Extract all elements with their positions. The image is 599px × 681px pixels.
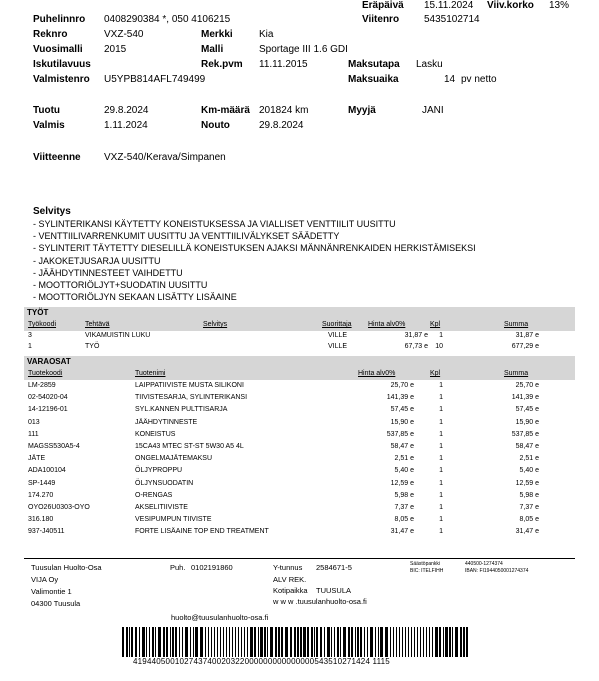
- varaosat-cell-kpl: 1: [439, 430, 443, 438]
- tuotu-value: 29.8.2024: [104, 105, 149, 116]
- barcode-bar: [426, 627, 427, 657]
- barcode-bar: [285, 627, 288, 657]
- barcode-bar: [331, 627, 332, 657]
- varaosat-cell-summa: 2,51 e: [519, 455, 539, 463]
- barcode-bar: [214, 627, 215, 657]
- barcode-bar: [170, 627, 171, 657]
- barcode-bar: [223, 627, 224, 657]
- tyot-cell-suorittaja: VILLE: [328, 332, 348, 339]
- barcode-bar: [420, 627, 421, 657]
- varaosat-cell-tuotenimi: ONGELMAJÄTEMAKSU: [135, 455, 213, 463]
- varaosat-col-kpl: Kpl: [430, 370, 441, 377]
- valmis-value: 1.11.2024: [104, 120, 148, 131]
- vuosimalli-value: 2015: [104, 44, 127, 55]
- ytunnus-label: Y-tunnus: [273, 563, 303, 572]
- selvitys-line: - JÄÄHDYTINNESTEET VAIHDETTU: [33, 267, 183, 278]
- company-line2: VIJA Oy: [31, 575, 59, 584]
- varaosat-cell-hinta: 31,47 e: [390, 528, 414, 536]
- tyot-cell-tyokoodi: 1: [28, 343, 32, 350]
- barcode-bar: [126, 627, 128, 657]
- valmis-label: Valmis: [33, 120, 65, 131]
- tyot-cell-summa: 31,87 e: [515, 332, 539, 339]
- varaosat-cell-tuotenimi: 15CA43 MTEC ST-ST 5W30 A5 4L: [135, 443, 244, 450]
- varaosat-cell-tuotekoodi: MAGSS530A5-4: [28, 443, 80, 450]
- varaosat-cell-tuotenimi: TIIVISTESARJA, SYLINTERIKANSI: [135, 394, 248, 402]
- tyot-cell-hinta: 31,87 e: [404, 332, 428, 339]
- barcode-bar: [357, 627, 359, 657]
- varaosat-row: [28, 429, 574, 440]
- footer-divider: [24, 558, 575, 559]
- puhelin-label: Puhelinnro: [33, 14, 86, 25]
- alv-rek: ALV REK.: [273, 575, 307, 584]
- varaosat-cell-tuotenimi: JÄÄHDYTINNESTE: [135, 418, 198, 426]
- barcode-bar: [337, 627, 339, 657]
- barcode-bar: [155, 627, 156, 657]
- varaosat-cell-hinta: 141,39 e: [386, 394, 414, 402]
- tyot-cell-kpl: 1: [439, 332, 443, 339]
- varaosat-cell-summa: 58,47 e: [515, 443, 539, 450]
- merkki-label: Merkki: [201, 29, 233, 40]
- tyot-col-tyokoodi: Työkoodi: [28, 321, 57, 328]
- barcode-bar: [122, 627, 124, 657]
- varaosat-row: [28, 380, 574, 391]
- varaosat-cell-kpl: 1: [439, 455, 443, 463]
- varaosat-cell-kpl: 1: [439, 406, 443, 414]
- barcode-bar: [455, 627, 458, 657]
- tyot-title: TYÖT: [27, 308, 49, 317]
- company-line3: Valimontie 1: [31, 587, 72, 596]
- varaosat-cell-tuotenimi: VESIPUMPUN TIIVISTE: [135, 516, 212, 524]
- varaosat-cell-summa: 15,90 e: [515, 418, 539, 426]
- barcode-bar: [364, 627, 365, 657]
- varaosat-cell-summa: 141,39 e: [511, 394, 539, 402]
- varaosat-title: VARAOSAT: [27, 357, 71, 366]
- maksuaika-label: Maksuaika: [348, 74, 399, 85]
- barcode-bar: [320, 627, 322, 657]
- iban: IBAN: FI1944050001274374: [465, 568, 529, 574]
- barcode-bar: [367, 627, 368, 657]
- barcode-bar: [324, 627, 325, 657]
- viitteenne-label: Viitteenne: [33, 152, 81, 163]
- barcode-number: 419440500102743740020322000000000000000543510271424 1115: [133, 657, 390, 666]
- varaosat-col-summa: Summa: [504, 370, 529, 377]
- barcode-bar: [396, 627, 397, 657]
- barcode-bar: [399, 627, 400, 657]
- barcode-bar: [435, 627, 438, 657]
- varaosat-cell-summa: 5,98 e: [519, 491, 539, 499]
- viitteenne-value: VXZ-540/Kerava/Simpanen: [104, 152, 226, 163]
- varaosat-cell-tuotekoodi: 316.180: [28, 516, 54, 524]
- website: w w w .tuusulanhuolto-osa.fi: [273, 597, 367, 606]
- barcode-bar: [142, 627, 145, 657]
- varaosat-cell-tuotenimi: ÖLJYNSUODATIN: [135, 479, 194, 487]
- varaosat-cell-kpl: 1: [439, 467, 443, 475]
- barcode-bar: [375, 627, 376, 657]
- varaosat-col-tuotekoodi: Tuotekoodi: [28, 370, 63, 377]
- barcode-bar: [232, 627, 233, 657]
- varaosat-row: [28, 490, 574, 501]
- varaosat-cell-tuotenimi: KONEISTUS: [135, 430, 176, 438]
- varaosat-cell-summa: 8,05 e: [519, 516, 539, 524]
- barcode-bar: [360, 627, 362, 657]
- selvitys-title: Selvitys: [33, 206, 71, 217]
- varaosat-row: [28, 392, 574, 403]
- tyot-cell-hinta: 67,73 e: [404, 343, 428, 350]
- maksuaika-value: 14: [444, 74, 456, 85]
- barcode-bar: [129, 627, 130, 657]
- varaosat-row: [28, 404, 574, 415]
- varaosat-cell-tuotekoodi: JÄTE: [28, 455, 46, 463]
- barcode-bar: [149, 627, 150, 657]
- myyja-value: JANI: [422, 105, 444, 116]
- tyot-header-row: [28, 319, 574, 330]
- barcode-bar: [195, 627, 198, 657]
- ytunnus-value: 2584671-5: [316, 563, 352, 572]
- puh-value: 0102191860: [191, 563, 233, 572]
- varaosat-cell-tuotenimi: FORTE LISÄAINE TOP END TREATMENT: [135, 528, 269, 536]
- tyot-cell-summa: 677,29 e: [511, 343, 539, 350]
- barcode-bar: [193, 627, 194, 657]
- barcode-bar: [275, 627, 277, 657]
- varaosat-cell-kpl: 1: [439, 516, 443, 524]
- viitenro-label: Viitenro: [362, 14, 400, 25]
- varaosat-cell-hinta: 58,47 e: [390, 443, 414, 450]
- varaosat-cell-hinta: 537,85 e: [386, 430, 414, 438]
- barcode-bar: [414, 627, 415, 657]
- varaosat-cell-kpl: 1: [439, 491, 443, 499]
- barcode-bar: [429, 627, 430, 657]
- barcode-bar: [334, 627, 335, 657]
- varaosat-row: [28, 526, 574, 537]
- varaosat-cell-tuotenimi: LAIPPATIIVISTE MUSTA SILIKONI: [135, 382, 244, 389]
- viivkorko-label: Viiv.korko: [487, 0, 534, 11]
- barcode-bar: [408, 627, 409, 657]
- varaosat-cell-kpl: 1: [439, 504, 443, 511]
- selvitys-line: - MOOTTORIÖLJYT+SUODATIN UUSITTU: [33, 280, 208, 290]
- erapaiva-label: Eräpäivä: [362, 0, 404, 11]
- rekpvm-value: 11.11.2015: [259, 59, 308, 70]
- barcode-bar: [423, 627, 424, 657]
- barcode-bar: [158, 627, 161, 657]
- barcode-bar: [417, 627, 418, 657]
- nouto-label: Nouto: [201, 120, 230, 131]
- barcode-bar: [463, 627, 465, 657]
- barcode-bar: [166, 627, 168, 657]
- tyot-cell-suorittaja: VILLE: [328, 343, 348, 350]
- barcode-bar: [211, 627, 212, 657]
- barcode-bar: [307, 627, 309, 657]
- barcode-bar: [175, 627, 177, 657]
- viitenro-value: 5435102714: [424, 14, 480, 25]
- barcode-bar: [294, 627, 296, 657]
- barcode-bar: [152, 627, 154, 657]
- barcode-bar: [432, 627, 433, 657]
- barcode-bar: [139, 627, 140, 657]
- barcode-bar: [235, 627, 236, 657]
- selvitys-line: - VENTTIILIVARRENKUMIT UUSITTU JA VENTTIILIVÄLYKSET SÄÄDETTY: [33, 231, 340, 242]
- varaosat-cell-tuotekoodi: 013: [28, 418, 40, 426]
- barcode-bar: [238, 627, 239, 657]
- barcode-bar: [303, 627, 306, 657]
- tyot-col-hinta: Hinta alv0%: [368, 321, 406, 328]
- puh-label: Puh.: [170, 563, 186, 572]
- barcode-bar: [378, 627, 379, 657]
- barcode-bar: [131, 627, 133, 657]
- barcode-bar: [190, 627, 191, 657]
- barcode-bar: [250, 627, 253, 657]
- varaosat-cell-hinta: 7,37 e: [394, 504, 414, 511]
- company-line4: 04300 Tuusula: [31, 599, 81, 608]
- barcode-bar: [355, 627, 356, 657]
- barcode-bar: [220, 627, 221, 657]
- tyot-cell-kpl: 10: [435, 343, 443, 350]
- barcode-bar: [258, 627, 259, 657]
- barcode-bar: [370, 627, 373, 657]
- valmistenro-label: Valmistenro: [33, 74, 90, 85]
- barcode-bar: [179, 627, 180, 657]
- varaosat-cell-tuotenimi: ÖLJYPROPPU: [135, 467, 183, 475]
- tyot-col-tehtava: Tehtävä: [85, 321, 110, 328]
- varaosat-cell-summa: 537,85 e: [511, 430, 539, 438]
- varaosat-cell-kpl: 1: [439, 443, 443, 450]
- varaosat-row: [28, 453, 574, 464]
- varaosat-cell-tuotekoodi: LM-2859: [28, 382, 56, 389]
- kotipaikka-value: TUUSULA: [316, 586, 352, 595]
- varaosat-cell-hinta: 15,90 e: [390, 418, 414, 426]
- varaosat-cell-tuotekoodi: 937-J40511: [28, 528, 65, 536]
- varaosat-cell-hinta: 12,59 e: [390, 479, 414, 487]
- erapaiva-value: 15.11.2024: [424, 0, 474, 11]
- varaosat-cell-tuotenimi: O-RENGAS: [135, 491, 173, 499]
- barcode-bar: [163, 627, 165, 657]
- rekpvm-label: Rek.pvm: [201, 59, 243, 70]
- varaosat-cell-tuotekoodi: ADA100104: [28, 467, 66, 475]
- barcode-bar: [172, 627, 174, 657]
- barcode-bar: [278, 627, 280, 657]
- barcode-bar: [316, 627, 318, 657]
- barcode-bar: [247, 627, 248, 657]
- barcode-bar: [351, 627, 353, 657]
- barcode-bar: [270, 627, 273, 657]
- varaosat-cell-summa: 7,37 e: [519, 504, 539, 511]
- barcode-bar: [393, 627, 394, 657]
- tyot-row: [28, 330, 574, 341]
- selvitys-line: - SYLINTERIKANSI KÄYTETTY KONEISTUKSESSA JA VIALLISET VENTTIILIT UUSITTU: [33, 219, 396, 229]
- varaosat-row: [28, 502, 574, 513]
- varaosat-cell-kpl: 1: [439, 479, 443, 487]
- tyot-cell-tyokoodi: 3: [28, 332, 32, 339]
- barcode-bar: [466, 627, 468, 657]
- barcode-bar: [185, 627, 188, 657]
- barcode-bar: [314, 627, 315, 657]
- varaosat-cell-hinta: 57,45 e: [390, 406, 414, 414]
- varaosat-cell-tuotekoodi: 02-54020-04: [28, 394, 68, 402]
- vuosimalli-label: Vuosimalli: [33, 44, 83, 55]
- km-value: 201824 km: [259, 105, 309, 116]
- barcode-bar: [390, 627, 391, 657]
- varaosat-cell-kpl: 1: [439, 418, 443, 426]
- varaosat-col-tuotenimi: Tuotenimi: [135, 370, 166, 377]
- tyot-col-summa: Summa: [504, 321, 529, 328]
- varaosat-cell-summa: 5,40 e: [519, 467, 539, 475]
- varaosat-cell-tuotekoodi: OYO26U0303-OYO: [28, 504, 90, 511]
- barcode-bar: [449, 627, 451, 657]
- barcode-bar: [443, 627, 444, 657]
- bank-label: Säästöpankki: [410, 561, 441, 567]
- barcode-bar: [254, 627, 256, 657]
- tuotu-label: Tuotu: [33, 105, 61, 116]
- malli-value: Sportage III 1.6 GDI: [259, 44, 348, 55]
- tyot-col-kpl: Kpl: [430, 321, 441, 328]
- varaosat-cell-hinta: 8,05 e: [394, 516, 414, 524]
- barcode-bar: [290, 627, 292, 657]
- varaosat-cell-tuotekoodi: 174.270: [28, 491, 54, 499]
- varaosat-cell-tuotekoodi: 111: [28, 430, 39, 438]
- varaosat-cell-summa: 25,70 e: [515, 382, 539, 389]
- barcode-bar: [340, 627, 341, 657]
- varaosat-row: [28, 514, 574, 525]
- barcode-bar: [439, 627, 441, 657]
- varaosat-cell-summa: 12,59 e: [515, 479, 539, 487]
- valmistenro-value: U5YPB814AFL749499: [104, 74, 206, 85]
- barcode-bar: [405, 627, 406, 657]
- barcode-bar: [311, 627, 313, 657]
- reknro-label: Reknro: [33, 29, 68, 40]
- tyot-row: [28, 341, 574, 352]
- varaosat-cell-hinta: 25,70 e: [390, 382, 414, 389]
- tyot-col-selvitys: Selvitys: [203, 321, 228, 328]
- varaosat-cell-tuotekoodi: 14-12196-01: [28, 406, 68, 414]
- maksuaika-unit: pv netto: [461, 74, 497, 85]
- varaosat-col-hinta: Hinta alv0%: [358, 370, 396, 377]
- selvitys-line: - SYLINTERIT TÄYTETTY DIESELILLÄ KONEISTUKSEN AJAKSI MÄNNÄNRENKAIDEN HERKISTÄMISEKSI: [33, 243, 476, 254]
- varaosat-cell-summa: 31,47 e: [515, 528, 539, 536]
- barcode-bar: [281, 627, 283, 657]
- merkki-value: Kia: [259, 29, 274, 40]
- varaosat-cell-kpl: 1: [439, 382, 443, 389]
- tyot-col-suorittaja: Suorittaja: [322, 321, 352, 328]
- kotipaikka-label: Kotipaikka: [273, 586, 308, 595]
- varaosat-cell-hinta: 5,40 e: [394, 467, 414, 475]
- email: huolto@tuusulanhuolto-osa.fi: [171, 613, 269, 622]
- selvitys-line: - JAKOKETJUSARJA UUSITTU: [33, 255, 161, 266]
- barcode-bar: [182, 627, 183, 657]
- barcode-bar: [452, 627, 453, 657]
- varaosat-row: [28, 417, 574, 428]
- barcode-bar: [135, 627, 137, 657]
- barcode-bar: [267, 627, 268, 657]
- barcode-bar: [402, 627, 403, 657]
- barcode-bar: [385, 627, 388, 657]
- barcode-bar: [380, 627, 383, 657]
- tyot-cell-tehtava: TYÖ: [85, 343, 100, 350]
- barcode-bar: [300, 627, 302, 657]
- barcode-bar: [241, 627, 242, 657]
- barcode-bar: [205, 627, 206, 657]
- tyot-cell-tehtava: VIKAMUISTIN LUKU: [85, 332, 151, 339]
- barcode-bar: [226, 627, 227, 657]
- barcode-bar: [411, 627, 412, 657]
- varaosat-row: [28, 478, 574, 489]
- barcode-bar: [200, 627, 203, 657]
- nouto-value: 29.8.2024: [259, 120, 304, 131]
- reknro-value: VXZ-540: [104, 29, 144, 40]
- barcode-bar: [348, 627, 350, 657]
- km-label: Km-määrä: [201, 105, 250, 116]
- malli-label: Malli: [201, 44, 224, 55]
- viivkorko-value: 13%: [549, 0, 570, 11]
- iskutilavuus-label: Iskutilavuus: [33, 59, 91, 70]
- barcode-bar: [208, 627, 209, 657]
- varaosat-cell-kpl: 1: [439, 528, 443, 536]
- varaosat-cell-tuotenimi: SYL.KANNEN PULTTISARJA: [135, 406, 228, 414]
- varaosat-cell-hinta: 5,98 e: [394, 491, 414, 499]
- maksutapa-label: Maksutapa: [348, 59, 400, 70]
- varaosat-cell-kpl: 1: [439, 394, 443, 402]
- barcode-bar: [229, 627, 230, 657]
- barcode-bar: [297, 627, 299, 657]
- barcode-bar: [146, 627, 147, 657]
- varaosat-row: [28, 441, 574, 452]
- varaosat-cell-tuotenimi: AKSELITIIVISTE: [135, 504, 188, 511]
- varaosat-cell-summa: 57,45 e: [515, 406, 539, 414]
- maksutapa-value: Lasku: [416, 59, 443, 70]
- barcode-bar: [445, 627, 448, 657]
- puhelin-value: 0408290384 *, 050 4106215: [104, 14, 231, 25]
- bic: BIC: ITELFIHH: [410, 568, 444, 574]
- bank-value: 440500-1274374: [465, 561, 503, 567]
- barcode-bar: [343, 627, 346, 657]
- varaosat-cell-tuotekoodi: SP-1449: [28, 479, 56, 487]
- barcode-bar: [244, 627, 245, 657]
- barcode-bar: [460, 627, 462, 657]
- selvitys-line: - MOOTTORIÖLJYN SEKAAN LISÄTTY LISÄAINE: [33, 292, 237, 303]
- barcode-bar: [264, 627, 266, 657]
- barcode-bar: [260, 627, 263, 657]
- myyja-label: Myyjä: [348, 105, 376, 116]
- varaosat-header-row: [28, 368, 574, 379]
- barcode-bar: [217, 627, 218, 657]
- company-line1: Tuusulan Huolto-Osa: [31, 563, 102, 572]
- varaosat-cell-hinta: 2,51 e: [394, 455, 414, 463]
- barcode-bar: [327, 627, 330, 657]
- varaosat-row: [28, 465, 574, 476]
